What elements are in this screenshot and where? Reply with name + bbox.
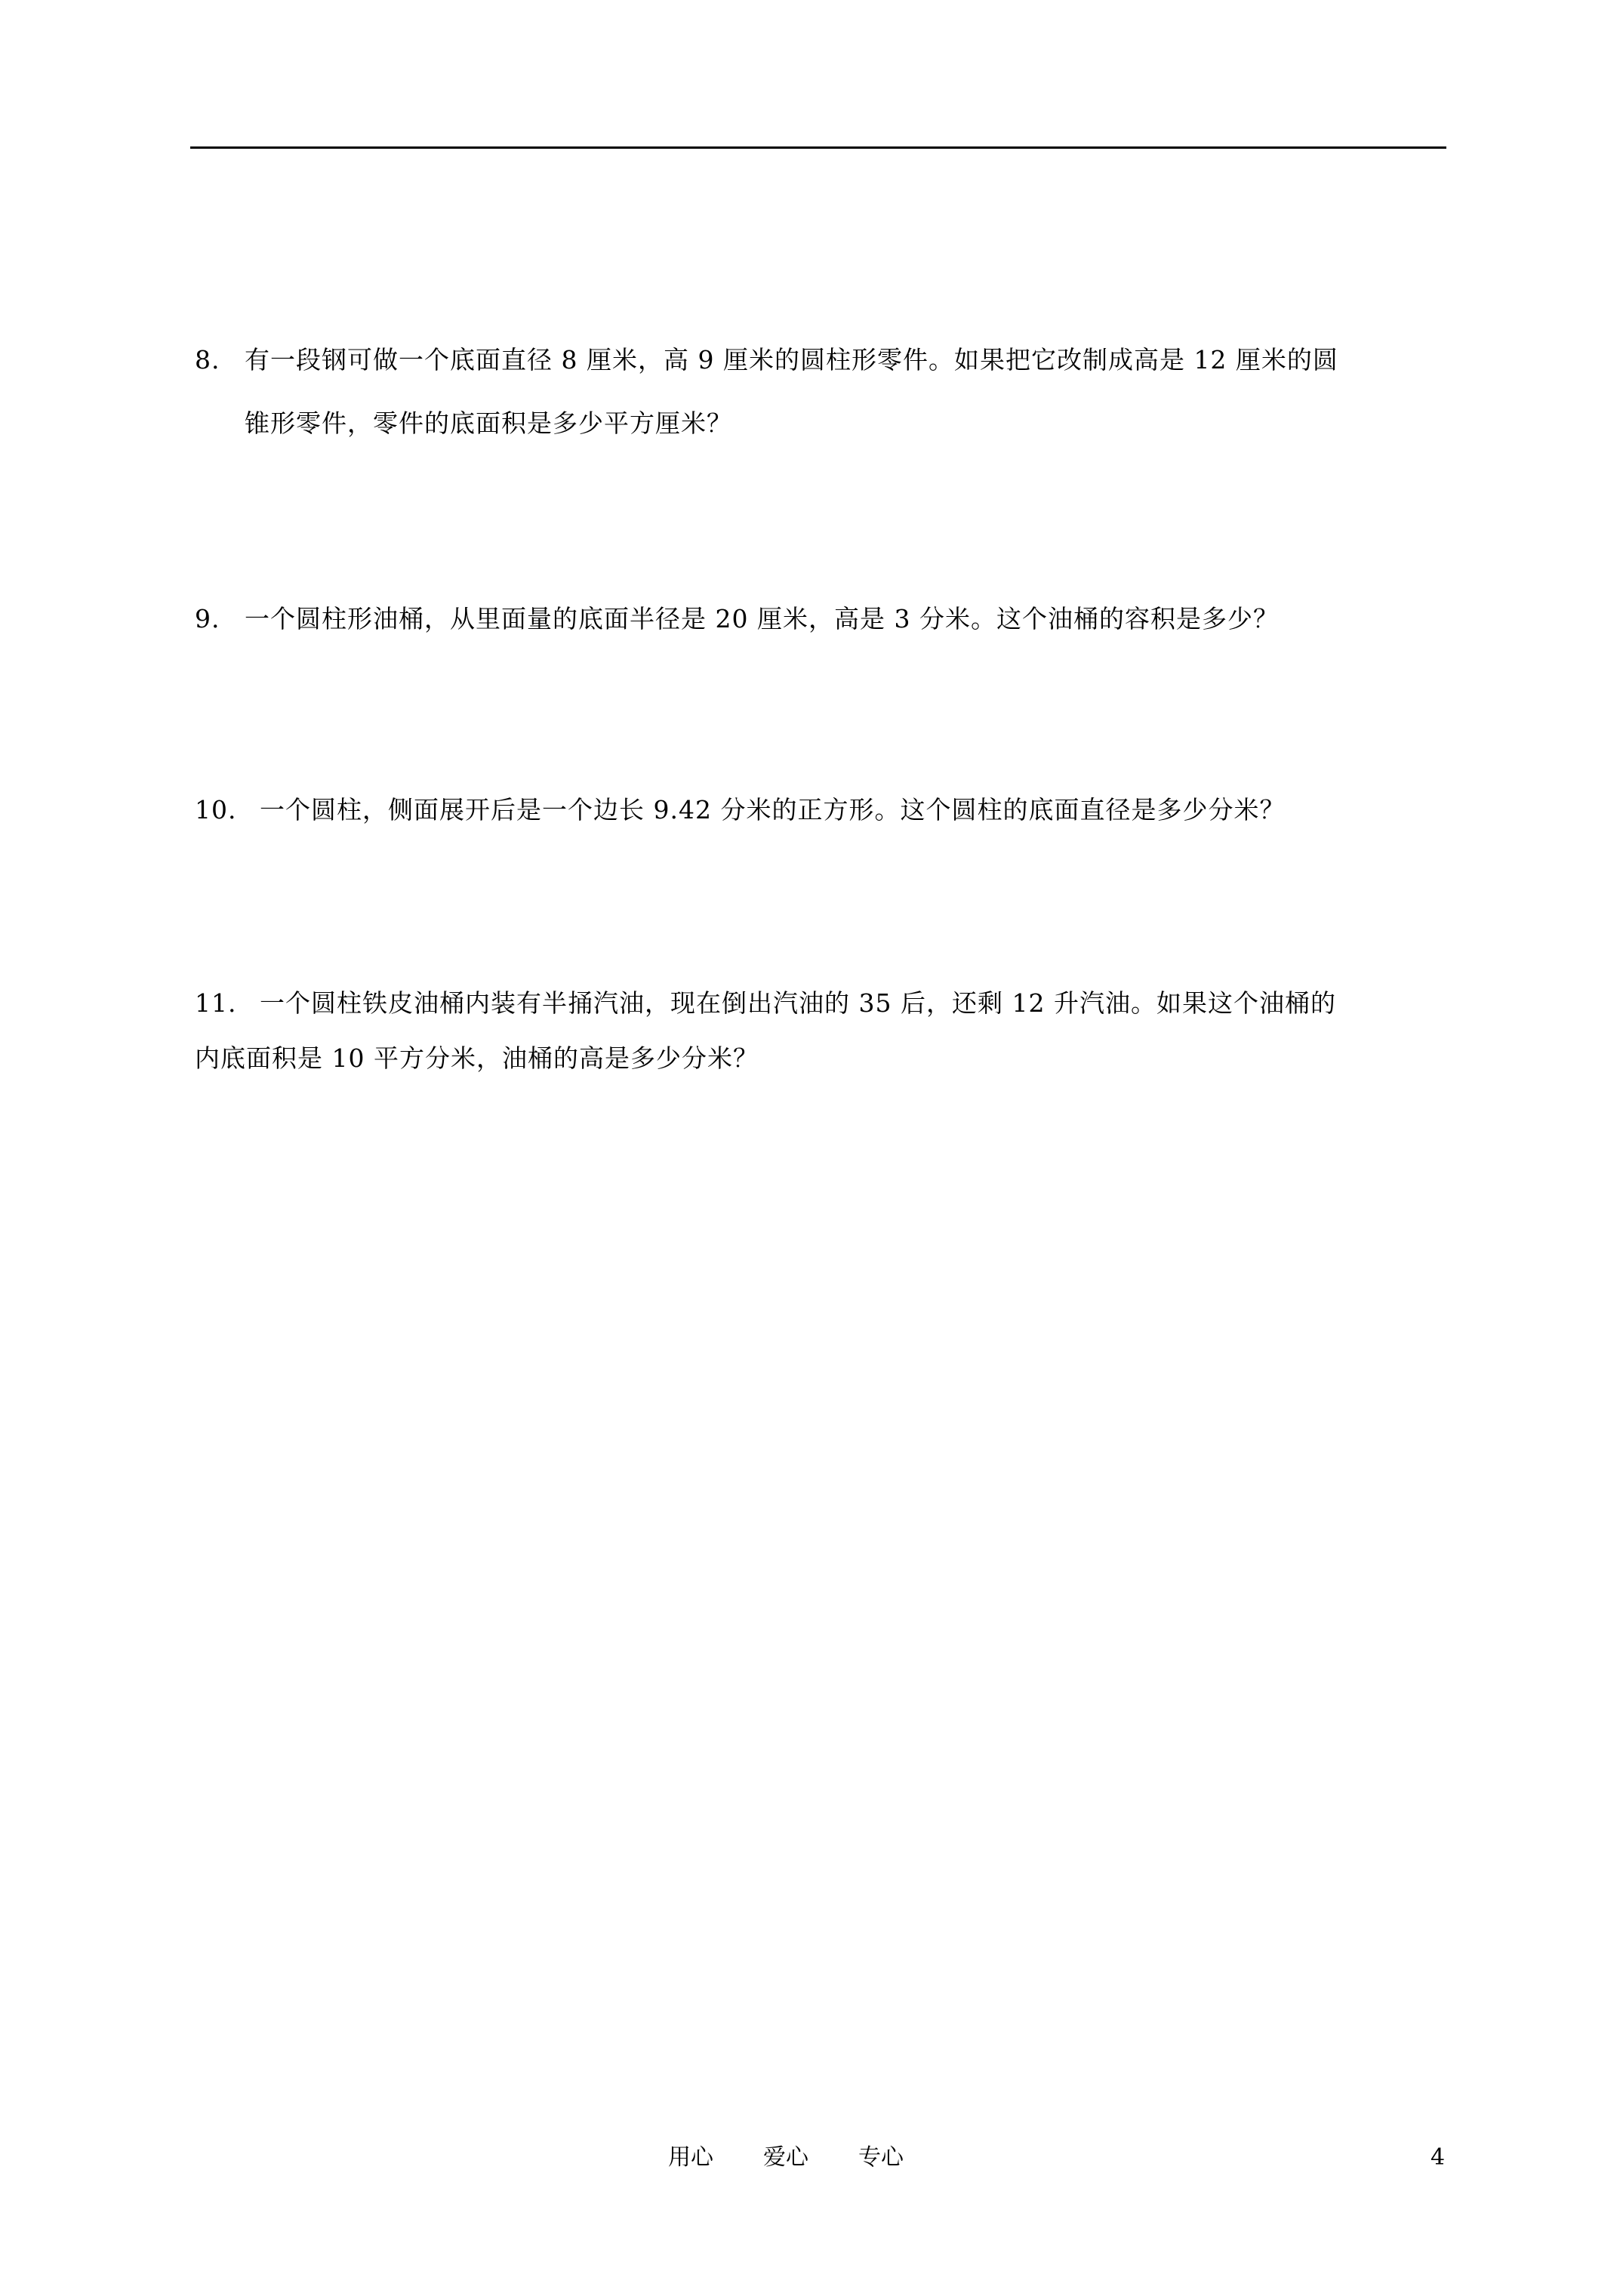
problem-number: 9. (195, 604, 220, 633)
footer-slogan-word: 专心 (858, 2144, 904, 2171)
footer-slogan-word: 用心 (668, 2144, 713, 2171)
problem-9 (195, 599, 1279, 639)
problem-text-continued: 锥形零件，零件的底面积是多少平方厘米？ (245, 408, 732, 438)
problem-number: 11. (195, 988, 237, 1018)
footer-slogan (668, 2141, 904, 2174)
problem-number: 10. (195, 795, 237, 824)
footer-slogan-word: 爱心 (763, 2144, 808, 2171)
problem-8 (195, 341, 1338, 438)
problem-10 (195, 791, 1285, 830)
problem-11 (195, 984, 1336, 1073)
problem-text: 一个圆柱形油桶，从里面量的底面半径是 20 厘米，高是 3 分米。这个油桶的容积是多少？ (245, 604, 1279, 633)
page-number: 4 (1431, 2144, 1446, 2171)
header-rule (190, 146, 1446, 149)
problem-text: 有一段钢可做一个底面直径 8 厘米，高 9 厘米的圆柱形零件。如果把它改制成高是 12 厘米的圆 (245, 345, 1338, 374)
problem-text: 一个圆柱铁皮油桶内装有半捅汽油，现在倒出汽油的 35 后，还剩 12 升汽油。如果这个油桶的 (260, 988, 1336, 1018)
problem-text-continued: 内底面积是 10 平方分米，油桶的高是多少分米？ (195, 1043, 759, 1073)
problem-text: 一个圆柱，侧面展开后是一个边长 9.42 分米的正方形。这个圆柱的底面直径是多少分米？ (260, 795, 1286, 824)
problem-number: 8. (195, 345, 220, 374)
